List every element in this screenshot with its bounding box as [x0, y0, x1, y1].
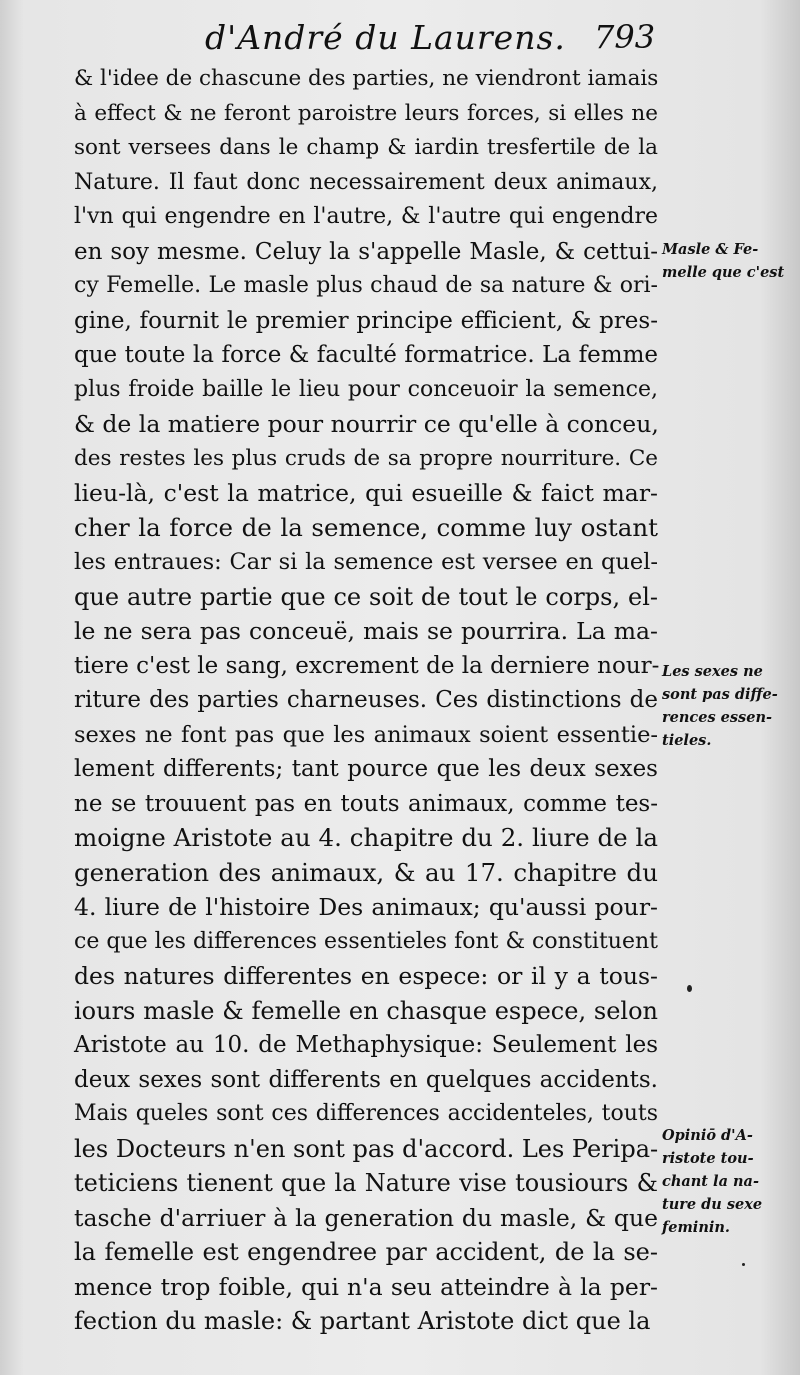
text-line: ce que les differences essentieles font & constituent [74, 928, 658, 954]
text-line: que autre partie que ce soit de tout le corps, el- [74, 582, 658, 611]
ink-speck [687, 985, 692, 992]
text-line: Nature. Il faut donc necessairement deux animaux, [74, 169, 658, 195]
text-line: la femelle est engendree par accident, de la se- [74, 1238, 658, 1266]
margin-note-line: Opiniō d'A- [662, 1127, 753, 1144]
text-line: le ne sera pas conceuë, mais se pourrira. La ma- [74, 617, 658, 645]
running-title: d'André du Laurens. [205, 18, 566, 57]
text-line: mence trop foible, qui n'a seu atteindre à la per- [74, 1272, 658, 1301]
text-line: Mais queles sont ces differences accidenteles, touts [74, 1101, 658, 1126]
margin-note-masle-femelle [662, 238, 794, 284]
text-line: cy Femelle. Le masle plus chaud de sa nature & ori- [74, 273, 658, 298]
margin-note-line: feminin. [662, 1219, 730, 1236]
text-line: cher la force de la semence, comme luy ostant [74, 512, 658, 542]
text-line: les Docteurs n'en sont pas d'accord. Les Peripa- [74, 1134, 659, 1163]
body-text [74, 62, 658, 1339]
margin-note-line: chant la na- [662, 1173, 759, 1190]
margin-note-line: sont pas diffe- [662, 686, 778, 703]
margin-note-opinion-aristote [662, 1124, 794, 1239]
margin-note-line: Masle & Fe- [662, 241, 759, 258]
text-line: generation des animaux, & au 17. chapitre du [74, 857, 658, 887]
margin-note-line: rences essen- [662, 709, 773, 726]
ink-speck [742, 1263, 745, 1266]
text-line: plus froide baille le lieu pour conceuoir la semence, [74, 376, 658, 402]
margin-note-sexes [662, 660, 794, 752]
page-number: 793 [594, 18, 656, 56]
margin-note-line: melle que c'est [662, 264, 785, 281]
margin-note-line: tieles. [662, 732, 712, 749]
text-line: Aristote au 10. de Methaphysique: Seulement les [74, 1032, 658, 1058]
text-line: gine, fournit le premier principe efficient, & pres- [74, 307, 658, 334]
text-line: en soy mesme. Celuy la s'appelle Masle, & cettui- [74, 238, 658, 265]
text-line: lieu-là, c'est la matrice, qui esueille & faict mar- [74, 479, 658, 507]
text-line: & de la matiere pour nourrir ce qu'elle à conceu, [74, 410, 659, 438]
text-line: deux sexes sont differents en quelques accidents. [74, 1066, 658, 1093]
text-line: des restes les plus cruds de sa propre nourriture. Ce [74, 445, 658, 471]
text-line: teticiens tienent que la Nature vise tousiours & [74, 1169, 658, 1197]
text-line: à effect & ne feront paroistre leurs forces, si elles ne [74, 100, 658, 126]
text-line: tasche d'arriuer à la generation du masle, & que [74, 1203, 658, 1232]
text-line: tiere c'est le sang, excrement de la derniere nour- [74, 652, 660, 679]
margin-note-line: ture du sexe [662, 1196, 763, 1213]
text-line: moigne Aristote au 4. chapitre du 2. liure de la [74, 823, 658, 852]
margin-note-line: Les sexes ne [662, 663, 763, 680]
text-line: sexes ne font pas que les animaux soient essentie- [74, 721, 658, 748]
text-line: ne se trouuent pas en touts animaux, comme tes- [74, 790, 658, 817]
text-line: fection du masle: & partant Aristote dict que la [74, 1307, 651, 1335]
page-header [0, 18, 800, 62]
text-line: des natures differentes en espece: or il y a tous- [74, 962, 658, 990]
text-line: l'vn qui engendre en l'autre, & l'autre qui engendre [74, 204, 658, 229]
text-line: & l'idee de chascune des parties, ne viendront iamais [74, 66, 659, 91]
text-line: riture des parties charneuses. Ces distinctions de [74, 687, 658, 713]
text-line: sont versees dans le champ & iardin tresfertile de la [74, 135, 658, 160]
text-line: iours masle & femelle en chasque espece, selon [74, 996, 658, 1025]
text-line: lement differents; tant pource que les deux sexes [74, 756, 658, 782]
text-line: 4. liure de l'histoire Des animaux; qu'aussi pour- [74, 893, 658, 921]
text-line: que toute la force & faculté formatrice. La femme [74, 342, 658, 368]
margin-note-line: ristote tou- [662, 1150, 754, 1167]
text-line: les entraues: Car si la semence est versee en quel- [74, 549, 658, 575]
